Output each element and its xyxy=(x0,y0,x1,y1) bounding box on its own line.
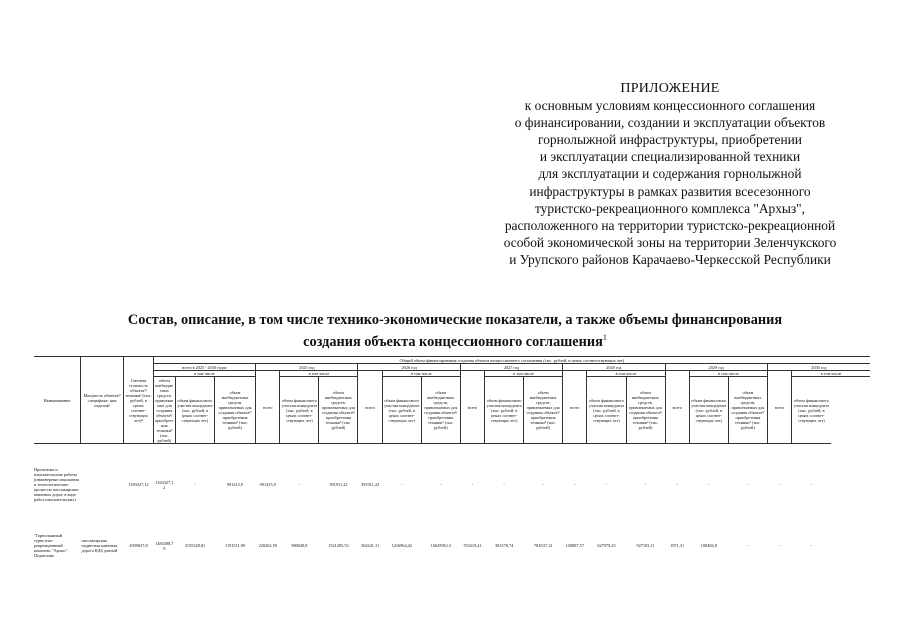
header-incl: в том числе xyxy=(792,371,870,377)
appendix-line: к основным условиям концессионного соглашения xyxy=(524,98,816,114)
header-extra-funds: объем внебюджетных средств, привлекаемых для создания объекта²/ приобретения техники³ (тыс. рублей) xyxy=(421,377,460,444)
appendix-title: ПРИЛОЖЕНИЕ xyxy=(620,81,720,96)
header-total: всего xyxy=(358,371,382,444)
header-grantor-share: объем финансового участия концедента (тыс. рублей, в ценах соответ- ствующих лет) xyxy=(587,377,626,444)
row-cell: 4599637,8 xyxy=(129,543,148,548)
row-cell: 980049,8 xyxy=(291,543,308,548)
row-cell: - xyxy=(194,482,196,488)
row-cell: 391911,22 xyxy=(329,482,348,488)
header-extra-funds: объем внебюджетных средств, привлекаемых для создания объекта²/ приобретения техники³ (тыс. рублей) xyxy=(155,377,174,443)
title-footnote-mark: 1 xyxy=(602,333,607,342)
row-cell: 991415,9 xyxy=(259,482,276,488)
row-cell: - xyxy=(644,482,647,488)
row-name: "Горнолыжный туристско-рекреационный комплекс "Архыз". Подвесные xyxy=(34,533,69,558)
row-cell: - xyxy=(747,482,749,488)
row-cell: - xyxy=(440,482,442,488)
header-grantor-share: объем финансового участия концедента (тыс. рублей, в ценах соответ- ствующих лет) xyxy=(175,377,214,444)
row-cell: - xyxy=(778,482,781,488)
row-cell: - xyxy=(676,482,678,488)
header-incl: в том числе xyxy=(153,371,255,377)
header-grantor-share: объем финансового участия концедента (тыс. рублей, в ценах соответ- ствующих лет) xyxy=(485,377,524,444)
row-cell: 627979,25 xyxy=(597,543,616,548)
appendix-line: инфраструктуры в рамках развития всесезонного xyxy=(529,183,811,199)
document-title xyxy=(60,312,850,351)
row-name: Проектные и изыскательские работы (инженерные изыскания и технологические процессы пассажирских канатных дорог, в виде работ изыскательских) xyxy=(34,467,79,503)
row-cell: - xyxy=(542,482,544,488)
header-incl: в том числе xyxy=(587,371,665,377)
document-title-line-2: создания объекта концессионного соглашения xyxy=(303,333,603,350)
header-total: всего xyxy=(460,371,484,444)
row-cell: 1521205,53 xyxy=(328,543,349,548)
header-period-total: всего в 2025 - 2030 годах xyxy=(153,364,255,371)
row-cell: 991415,9 xyxy=(226,482,244,488)
row-cell: 927183,11 xyxy=(636,543,655,548)
row-cell: 108484,8 xyxy=(700,543,717,548)
row-cell: 220262,59 xyxy=(258,543,277,548)
header-period-2025: 2025 год xyxy=(256,364,358,371)
row-cell: 381378,74 xyxy=(494,543,514,548)
header-period-2029: 2029 год xyxy=(665,364,767,371)
row-cell: 391911,22 xyxy=(361,482,380,488)
header-grantor-share: объем финансового участия концедента (тыс. рублей, в ценах соответ- ствующих лет) xyxy=(382,377,421,444)
header-total: всего xyxy=(665,371,689,444)
header-period-2030: 2030 год xyxy=(767,364,870,371)
appendix-line: и эксплуатации специализированной техники xyxy=(539,149,801,165)
row-cell: 1383327,12 xyxy=(128,482,149,488)
row-cell: 1343327,12 xyxy=(155,479,174,490)
appendix-header xyxy=(440,80,900,268)
row-cell: 1871,31 xyxy=(670,543,685,548)
row-cell: - xyxy=(503,482,505,488)
header-name: Наименование xyxy=(34,357,80,444)
row-cell: 1216964,42 xyxy=(391,543,412,548)
header-grantor-share: объем финансового участия концедента (тыс. рублей, в ценах соответ- ствующих лет) xyxy=(689,377,728,444)
header-incl: в том числе xyxy=(382,371,460,377)
header-incl: в том числе xyxy=(689,371,767,377)
appendix-line: о финансировании, создании и эксплуатации объектов xyxy=(514,115,826,131)
header-capacity: Мощность объекта²/ специфика- ция изделия³ xyxy=(80,357,123,444)
header-cost: Сметная стоимость объекта²/ техники³ (тыс. рублей, в ценах соответ- ствующих лет)⁴ xyxy=(124,357,154,444)
appendix-line: туристско-рекреационного комплекса "Архыз", xyxy=(535,200,805,216)
row-cell: 304241,11 xyxy=(361,543,380,548)
row-cell: - xyxy=(298,482,301,488)
row-cell: - xyxy=(810,482,812,488)
row-capacity: пассажирская подвесная канатная дорога КД6 длиной xyxy=(81,538,118,553)
appendix-line: для эксплуатации и содержания горнолыжной xyxy=(538,166,802,182)
header-period-2028: 2028 год xyxy=(563,364,665,371)
row-cell: - xyxy=(810,543,812,548)
row-cell: - xyxy=(708,482,710,488)
row-capacity xyxy=(80,444,123,526)
row-cell: - xyxy=(747,543,749,548)
row-cell: 1191511,99 xyxy=(224,543,246,548)
row-cell: - xyxy=(401,482,403,488)
document-title-line-1: Состав, описание, в том числе технико-экономические показатели, а также объемы финансирования xyxy=(127,312,783,328)
header-period-2027: 2027 год xyxy=(460,364,562,371)
row-cell: 1604598,13 xyxy=(430,543,452,548)
header-extra-funds: объем внебюджетных средств, привлекаемых для создания объекта²/ приобретения техники³ (тыс. рублей) xyxy=(319,377,358,444)
header-incl: в том числе xyxy=(280,371,358,377)
row-cell: - xyxy=(778,543,781,548)
table-row xyxy=(34,526,870,566)
appendix-line: расположенного на территории туристско-рекреационной xyxy=(504,217,836,233)
row-cell: - xyxy=(471,482,474,488)
header-financing: Общий объем финансирования создания объекта концессионного соглашения (тыс. рублей, в ценах соответствующих лет) xyxy=(153,357,870,364)
header-total: всего xyxy=(563,371,587,444)
table-row xyxy=(34,444,870,526)
row-cell: 703219,41 xyxy=(463,543,482,548)
row-cell: 784537,12 xyxy=(534,543,553,548)
header-extra-funds: объем внебюджетных средств, привлекаемых для создания объекта²/ приобретения техники³ (тыс. рублей) xyxy=(626,377,665,444)
financing-table xyxy=(34,356,870,566)
header-extra-funds: объем внебюджетных средств, привлекаемых для создания объекта²/ приобретения техники³ (тыс. рублей) xyxy=(214,377,255,444)
appendix-line: и Урупского районов Карачаево-Черкесской Республики xyxy=(509,251,831,267)
row-cell: - xyxy=(574,482,576,488)
header-grantor-share: объем финансового участия концедента (тыс. рублей, в ценах соответ- ствующих лет) xyxy=(792,377,831,444)
header-total: всего xyxy=(256,371,280,444)
header-period-2026: 2026 год xyxy=(358,364,460,371)
row-cell: 150887,57 xyxy=(565,543,584,548)
header-grantor-share: объем финансового участия концедента (тыс. рублей, в ценах соответ- ствующих лет) xyxy=(280,377,319,444)
appendix-line: особой экономической зоны на территории Зеленчукского xyxy=(503,234,837,250)
header-extra-funds: объем внебюджетных средств, привлекаемых для создания объекта²/ приобретения техники³ (тыс. рублей) xyxy=(728,377,767,444)
row-cell: - xyxy=(605,482,608,488)
appendix-line: горнолыжной инфраструктуры, приобретении xyxy=(538,132,802,148)
row-cell: 1483308,79 xyxy=(155,540,174,551)
header-extra-funds: объем внебюджетных средств, привлекаемых для создания объекта²/ приобретения техники³ (тыс. рублей) xyxy=(524,377,563,444)
header-incl: в том числе xyxy=(485,371,563,377)
header-total: всего xyxy=(767,371,791,444)
row-cell: 3155328,81 xyxy=(184,543,206,548)
